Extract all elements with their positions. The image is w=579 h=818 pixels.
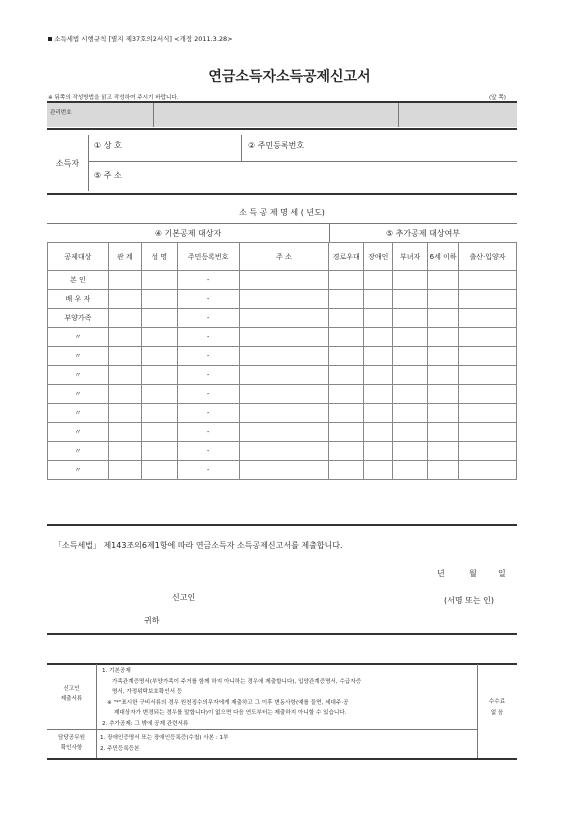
birth-adopt-cell[interactable] [459, 290, 517, 309]
row-label: 〃 [48, 442, 109, 461]
elderly-cell[interactable] [329, 309, 364, 328]
business-name-label: ① 상 호 [94, 141, 122, 150]
woman-cell[interactable] [393, 347, 428, 366]
relation-cell[interactable] [108, 404, 141, 423]
disabled-cell[interactable] [364, 347, 393, 366]
declarant-label: 신고인 [172, 593, 196, 602]
elderly-cell[interactable] [329, 366, 364, 385]
section-border [47, 193, 517, 195]
table-row [48, 271, 517, 290]
regulation-header [48, 34, 233, 43]
elderly-cell[interactable] [329, 347, 364, 366]
under6-cell[interactable] [428, 385, 459, 404]
woman-cell[interactable] [393, 366, 428, 385]
elderly-cell[interactable] [329, 423, 364, 442]
birth-adopt-cell[interactable] [459, 404, 517, 423]
column-header-row [48, 243, 517, 271]
elderly-cell[interactable] [329, 328, 364, 347]
disabled-cell[interactable] [364, 366, 393, 385]
section-border [47, 663, 517, 665]
id-cell[interactable]: - [177, 385, 239, 404]
name-cell[interactable] [141, 290, 177, 309]
table-row [48, 366, 517, 385]
woman-cell[interactable] [393, 385, 428, 404]
relation-cell[interactable] [108, 309, 141, 328]
relation-cell[interactable] [108, 271, 141, 290]
row-divider [88, 161, 517, 162]
under6-cell[interactable] [428, 404, 459, 423]
relation-cell[interactable] [108, 328, 141, 347]
disabled-cell[interactable] [364, 461, 393, 480]
bullet-icon [48, 37, 52, 41]
relation-cell[interactable] [108, 385, 141, 404]
under6-cell[interactable] [428, 290, 459, 309]
divider [241, 135, 242, 161]
row-label: 〃 [48, 385, 109, 404]
relation-cell[interactable] [108, 442, 141, 461]
address-cell[interactable] [239, 290, 329, 309]
earner-label: 소득자 [55, 158, 80, 168]
disabled-cell[interactable] [364, 423, 393, 442]
section-border [47, 128, 517, 130]
resident-number-label: ② 주민등록번호 [248, 141, 305, 150]
col-header: 주민등록번호 [177, 243, 239, 271]
birth-adopt-cell[interactable] [459, 442, 517, 461]
attachments-label-line2: 제출서류 [60, 696, 83, 702]
woman-cell[interactable] [393, 290, 428, 309]
attachment-line: 가족관계증명서(부양가족이 주거를 함께 하지 아니하는 경우에 제출합니다), 입양관계증명서, 수급자증 [112, 678, 362, 685]
relation-cell[interactable] [108, 423, 141, 442]
elderly-cell[interactable] [329, 290, 364, 309]
col-header: 주 소 [239, 243, 329, 271]
id-cell[interactable]: - [177, 404, 239, 423]
disabled-cell[interactable] [364, 442, 393, 461]
table-row [48, 328, 517, 347]
disabled-cell[interactable] [364, 309, 393, 328]
official-label-line2: 확인사항 [60, 745, 83, 751]
name-cell[interactable] [141, 404, 177, 423]
attachment-line: 명서, 가정위탁보호확인서 등 [112, 689, 183, 695]
submission-statement: 「소득세법」 제143조의6제1항에 따라 연금소득자 소득공제신고서를 제출합니다. [54, 541, 343, 550]
under6-cell[interactable] [428, 309, 459, 328]
disabled-cell[interactable] [364, 385, 393, 404]
birth-adopt-cell[interactable] [459, 461, 517, 480]
elderly-cell[interactable] [329, 461, 364, 480]
year-label: 년 [437, 569, 445, 578]
address-cell[interactable] [239, 461, 329, 480]
woman-cell[interactable] [393, 461, 428, 480]
divider [153, 103, 154, 127]
elderly-cell[interactable] [329, 442, 364, 461]
table-row [48, 385, 517, 404]
birth-adopt-cell[interactable] [459, 328, 517, 347]
official-label-line1: 담당공무원 [57, 735, 86, 741]
col-header: 장애인 [364, 243, 393, 271]
woman-cell[interactable] [393, 423, 428, 442]
woman-cell[interactable] [393, 328, 428, 347]
attachment-line: ※ "*"표시한 구비서류의 경우 원천징수의무자에게 제출하고 그 이후 변동사항(예를 들면, 세대주·공 [107, 699, 349, 706]
official-check-line: 2. 주민등록등본 [100, 745, 140, 752]
birth-adopt-cell[interactable] [459, 366, 517, 385]
deduction-title: 소 득 공 제 명 세 ( 년도) [239, 207, 325, 217]
col-header: 성 명 [141, 243, 177, 271]
birth-adopt-cell[interactable] [459, 423, 517, 442]
row-label: 부양가족 [48, 309, 109, 328]
name-cell[interactable] [141, 442, 177, 461]
table-row [48, 442, 517, 461]
attachments-label [47, 684, 96, 704]
id-cell[interactable]: - [177, 366, 239, 385]
id-cell[interactable]: - [177, 461, 239, 480]
table-row [48, 347, 517, 366]
relation-cell[interactable] [108, 347, 141, 366]
disabled-cell[interactable] [364, 271, 393, 290]
elderly-cell[interactable] [329, 404, 364, 423]
divider [88, 135, 89, 191]
address-cell[interactable] [239, 328, 329, 347]
id-cell[interactable]: - [177, 442, 239, 461]
under6-cell[interactable] [428, 271, 459, 290]
under6-cell[interactable] [428, 461, 459, 480]
row-label: 배 우 자 [48, 290, 109, 309]
notice-text: ※ 뒤쪽의 작성방법을 읽고 작성하여 주시기 바랍니다. [48, 95, 179, 101]
id-cell[interactable]: - [177, 328, 239, 347]
col-header: 출산·입양자 [459, 243, 517, 271]
month-label: 월 [469, 569, 477, 578]
under6-cell[interactable] [428, 423, 459, 442]
management-no-label: 관리번호 [50, 110, 72, 116]
basic-deduction-header: ④ 기본공제 대상자 [154, 228, 222, 238]
id-cell[interactable]: - [177, 347, 239, 366]
row-label: 〃 [48, 404, 109, 423]
name-cell[interactable] [141, 347, 177, 366]
address-cell[interactable] [239, 385, 329, 404]
elderly-cell[interactable] [329, 385, 364, 404]
attachments-list [102, 666, 474, 729]
name-cell[interactable] [141, 461, 177, 480]
name-cell[interactable] [141, 309, 177, 328]
official-check-label [47, 733, 96, 753]
table-row [48, 309, 517, 328]
management-row [47, 103, 517, 127]
elderly-cell[interactable] [329, 271, 364, 290]
row-label: 본 인 [48, 271, 109, 290]
attachment-line: 1. 기본공제 [102, 668, 131, 674]
signature-label: (서명 또는 인) [444, 596, 494, 605]
id-cell[interactable]: - [177, 290, 239, 309]
fee-label: 수수료 [488, 699, 506, 705]
name-cell[interactable] [141, 385, 177, 404]
relation-cell[interactable] [108, 290, 141, 309]
table-row [48, 461, 517, 480]
col-header: 경로우대 [329, 243, 364, 271]
divider [398, 103, 399, 127]
address-cell[interactable] [239, 271, 329, 290]
day-label: 일 [498, 569, 506, 578]
birth-adopt-cell[interactable] [459, 309, 517, 328]
address-label: ⑤ 주 소 [94, 171, 122, 180]
page-side-label: (앞 쪽) [489, 95, 506, 101]
section-border [47, 524, 517, 526]
woman-cell[interactable] [393, 271, 428, 290]
extra-deduction-header: ⑤ 추가공제 대상여부 [385, 228, 461, 238]
disabled-cell[interactable] [364, 404, 393, 423]
col-header: 6세 이하 [428, 243, 459, 271]
name-cell[interactable] [141, 271, 177, 290]
row-label: 〃 [48, 347, 109, 366]
id-cell[interactable]: - [177, 423, 239, 442]
deduction-table [47, 242, 517, 480]
official-check-line: 1. 장애인증명서 또는 장애인등록증(수첩) 사본 : 1부 [100, 735, 229, 741]
birth-adopt-cell[interactable] [459, 271, 517, 290]
table-row [48, 404, 517, 423]
attachment-line: 제대상자가 변경되는 경우를 말합니다)이 없으면 다음 연도부터는 제출하지 아니할 수 있습니다. [114, 710, 347, 716]
disabled-cell[interactable] [364, 328, 393, 347]
birth-adopt-cell[interactable] [459, 385, 517, 404]
fee-box [477, 697, 517, 719]
woman-cell[interactable] [393, 442, 428, 461]
under6-cell[interactable] [428, 442, 459, 461]
name-cell[interactable] [141, 366, 177, 385]
row-label: 〃 [48, 423, 109, 442]
under6-cell[interactable] [428, 328, 459, 347]
relation-cell[interactable] [108, 366, 141, 385]
woman-cell[interactable] [393, 404, 428, 423]
disabled-cell[interactable] [364, 290, 393, 309]
row-label: 〃 [48, 328, 109, 347]
form-title: 연금소득자소득공제신고서 [208, 69, 371, 85]
address-cell[interactable] [239, 309, 329, 328]
address-cell[interactable] [239, 347, 329, 366]
address-cell[interactable] [239, 442, 329, 461]
row-label: 〃 [48, 366, 109, 385]
col-header: 공제대상 [48, 243, 109, 271]
name-cell[interactable] [141, 423, 177, 442]
divider [329, 224, 330, 242]
relation-cell[interactable] [108, 461, 141, 480]
recipient-label: 귀하 [144, 616, 160, 625]
name-cell[interactable] [141, 328, 177, 347]
col-header: 부녀자 [393, 243, 428, 271]
table-row [48, 423, 517, 442]
id-cell[interactable]: - [177, 271, 239, 290]
divider [96, 664, 97, 759]
address-cell[interactable] [239, 366, 329, 385]
fee-value: 없 음 [490, 710, 504, 716]
birth-adopt-cell[interactable] [459, 347, 517, 366]
row-divider [47, 729, 477, 730]
address-cell[interactable] [239, 423, 329, 442]
col-header: 관 계 [108, 243, 141, 271]
under6-cell[interactable] [428, 347, 459, 366]
attachment-line: 2. 추가공제: 그 밖에 공제 관련서류 [102, 720, 189, 727]
section-border [47, 633, 517, 635]
official-check-list [100, 733, 228, 754]
row-label: 〃 [48, 461, 109, 480]
attachments-label-line1: 신고인 [63, 686, 80, 692]
woman-cell[interactable] [393, 309, 428, 328]
regulation-text: 소득세법 시행규칙 [별지 제37호의2서식] <개정 2011.3.28> [54, 35, 233, 43]
table-row [48, 290, 517, 309]
id-cell[interactable]: - [177, 309, 239, 328]
under6-cell[interactable] [428, 366, 459, 385]
address-cell[interactable] [239, 404, 329, 423]
section-border [47, 758, 517, 760]
